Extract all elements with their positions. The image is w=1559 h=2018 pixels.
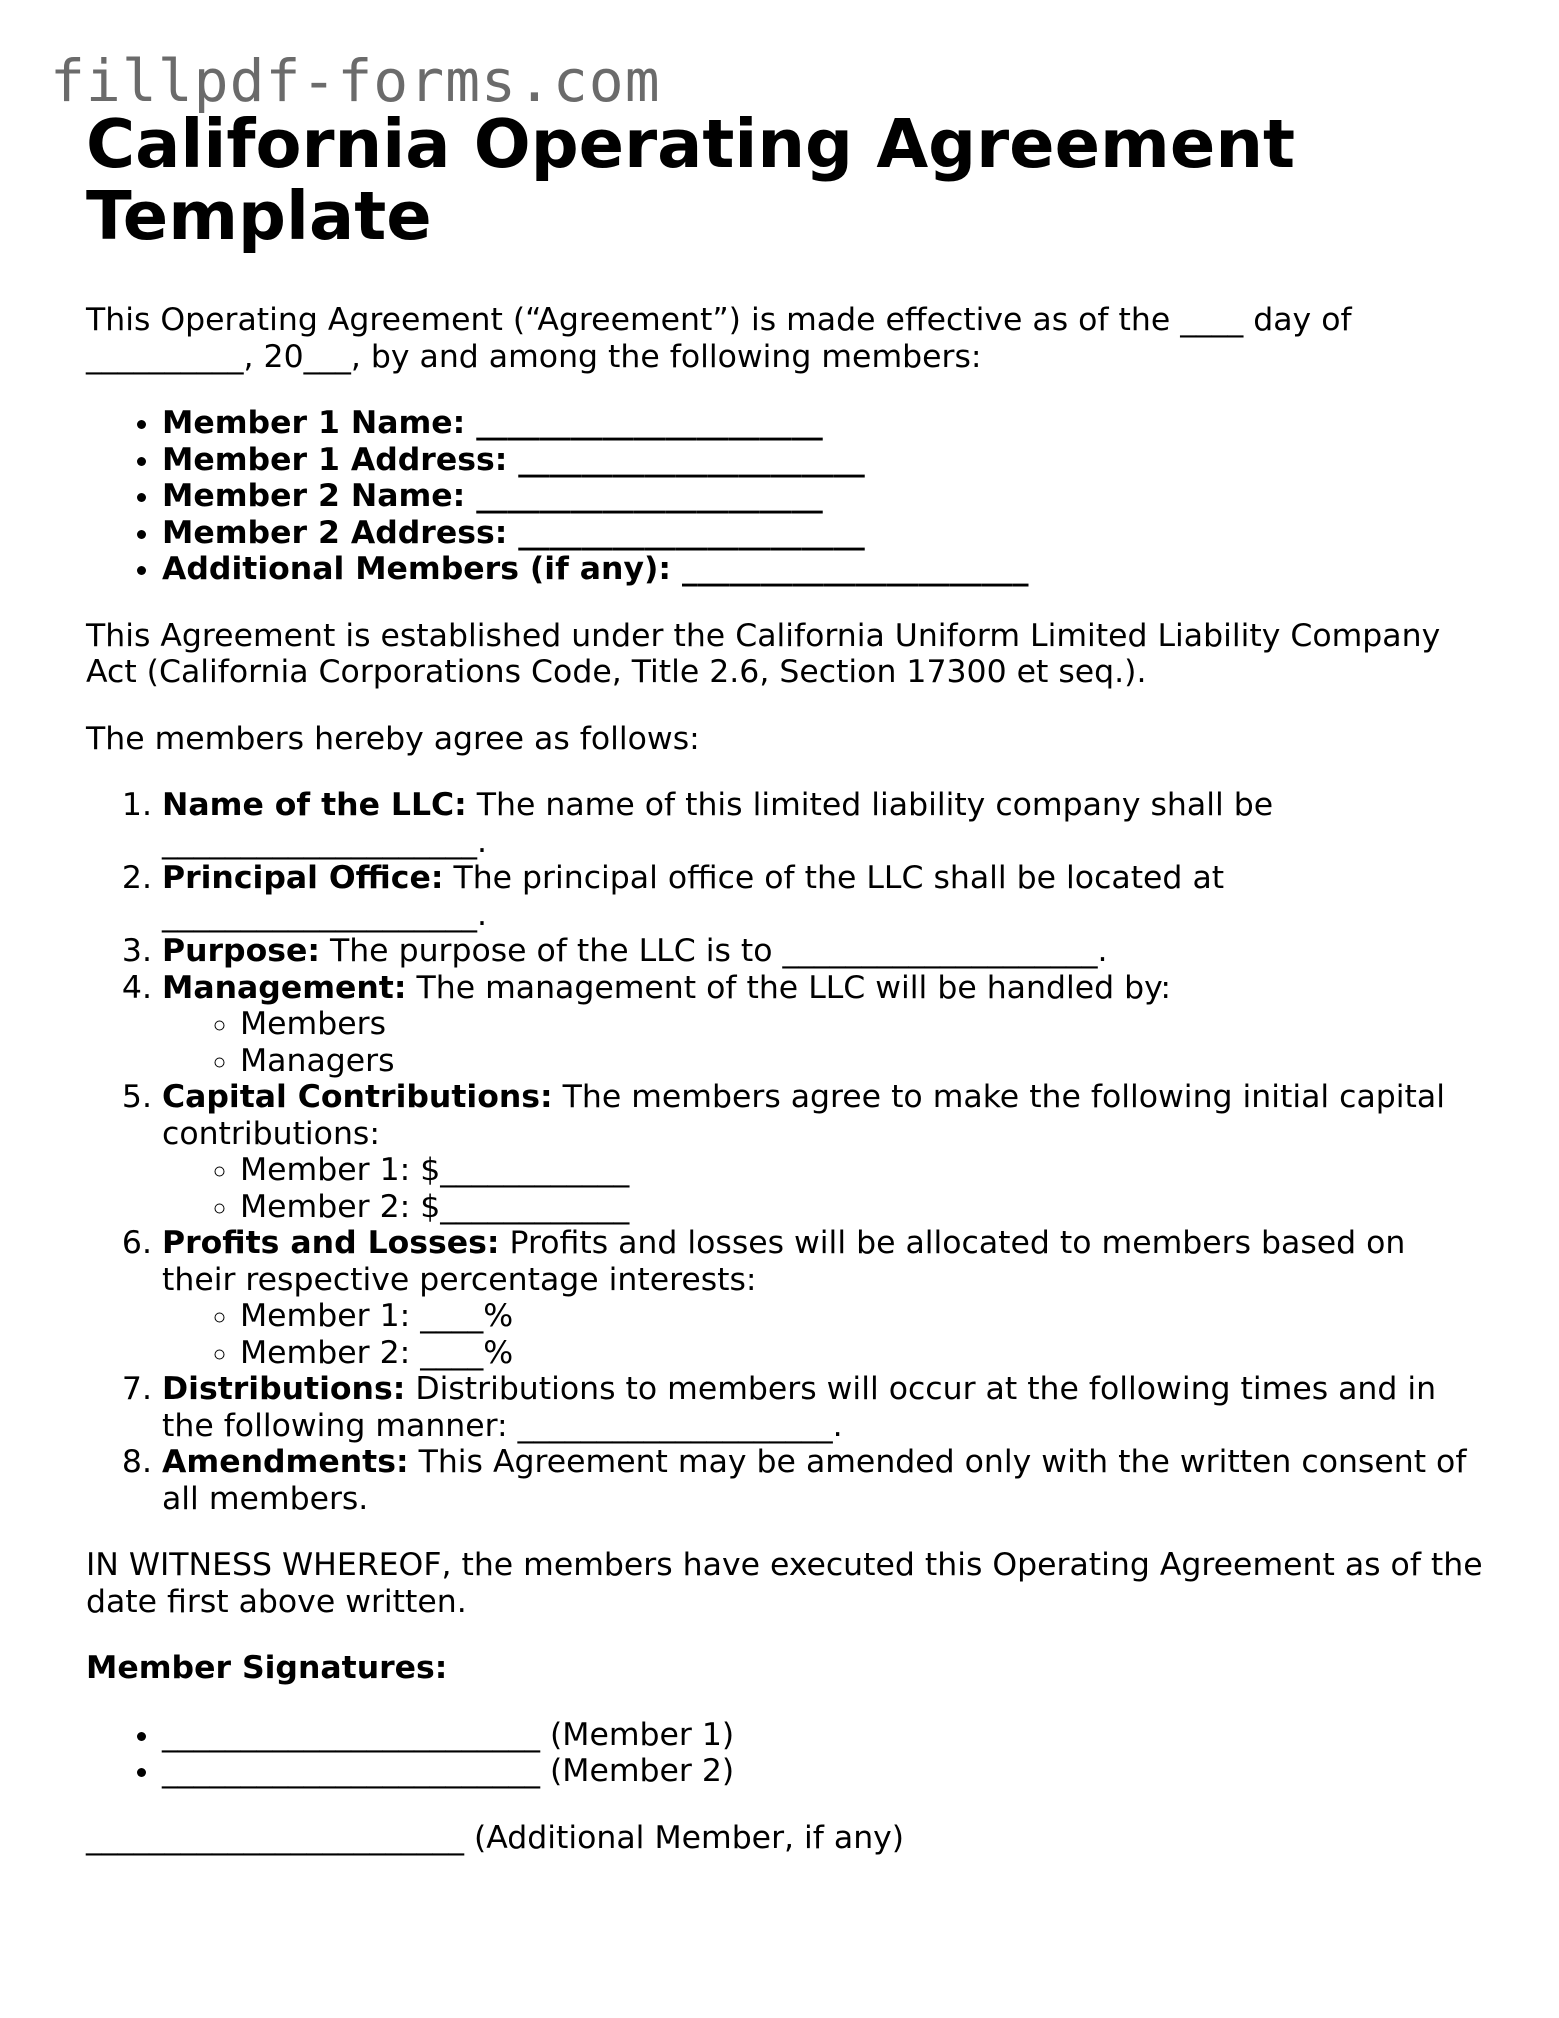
percentage-interests-list: [162, 1298, 1486, 1371]
signature-line[interactable]: ________________________: [162, 1716, 540, 1753]
member-1-address-field[interactable]: • Member 1 Address: ______________________: [162, 442, 1486, 479]
management-options: [162, 1006, 1486, 1079]
percentage-member-1[interactable]: ◦ Member 1: ____%: [240, 1298, 1486, 1335]
member-2-address-field[interactable]: • Member 2 Address: ______________________: [162, 515, 1486, 552]
term-purpose: 3. Purpose: The purpose of the LLC is to ____________________.: [162, 933, 1486, 970]
member-2-name-field[interactable]: • Member 2 Name: ______________________: [162, 478, 1486, 515]
signature-line[interactable]: ________________________: [86, 1819, 464, 1856]
capital-contributions-list: [162, 1152, 1486, 1225]
watermark-text: fillpdf-forms.com: [50, 47, 661, 115]
capital-member-1[interactable]: ◦ Member 1: $____________: [240, 1152, 1486, 1189]
fill-blank[interactable]: ______________________: [476, 405, 823, 441]
document-body: [86, 105, 1486, 1856]
fill-blank[interactable]: ______________________: [681, 551, 1029, 587]
fill-blank[interactable]: ______________________: [518, 441, 865, 478]
page-title: California Operating Agreement Template: [86, 105, 1296, 255]
fill-blank[interactable]: ______________________: [518, 514, 865, 551]
signature-member-1[interactable]: • ________________________ (Member 1): [162, 1717, 1486, 1754]
term-name-of-llc: 1. Name of the LLC: The name of this limited liability company shall be ____________________.: [162, 787, 1486, 860]
witness-paragraph: IN WITNESS WHEREOF, the members have executed this Operating Agreement as of the date first above written.: [86, 1547, 1483, 1620]
member-1-name-field[interactable]: • Member 1 Name: ______________________: [162, 405, 1486, 442]
term-profits-losses: 6. Profits and Losses: Profits and losses will be allocated to members based on their respective percentage interests: ◦ Member 1: ____% ◦ Member 2: ____%: [162, 1225, 1486, 1371]
signature-additional-member[interactable]: ________________________ (Additional Member, if any): [86, 1819, 905, 1856]
intro-paragraph: This Operating Agreement (“Agreement”) is made effective as of the ____ day of __________, 20___, by and among the following members:: [86, 302, 1352, 375]
capital-member-2[interactable]: ◦ Member 2: $____________: [240, 1189, 1486, 1226]
signatures-heading: Member Signatures:: [86, 1650, 448, 1686]
term-amendments: 8. Amendments: This Agreement may be amended only with the written consent of all members.: [162, 1444, 1486, 1517]
option-members[interactable]: ◦ Members: [240, 1006, 1486, 1043]
signature-list: [86, 1717, 1486, 1790]
term-principal-office: 2. Principal Office: The principal office of the LLC shall be located at ____________________.: [162, 860, 1486, 933]
additional-members-field[interactable]: • Additional Members (if any): ______________________: [162, 551, 1486, 588]
signature-line[interactable]: ________________________: [162, 1753, 540, 1789]
term-management: 4. Management: The management of the LLC will be handled by: ◦ Members ◦ Managers: [162, 970, 1486, 1080]
option-managers[interactable]: ◦ Managers: [240, 1043, 1486, 1080]
fill-blank[interactable]: ______________________: [476, 478, 823, 514]
member-list: [86, 405, 1486, 588]
terms-list: [86, 787, 1486, 1517]
signature-member-2[interactable]: • ________________________ (Member 2): [162, 1753, 1486, 1790]
term-capital-contributions: 5. Capital Contributions: The members agree to make the following initial capital contributions: ◦ Member 1: $____________ ◦ Member 2: $____________: [162, 1079, 1486, 1225]
term-distributions: 7. Distributions: Distributions to members will occur at the following times and in the following manner: ____________________.: [162, 1371, 1486, 1444]
percentage-member-2[interactable]: ◦ Member 2: ____%: [240, 1335, 1486, 1372]
act-paragraph: This Agreement is established under the California Uniform Limited Liability Company Act (California Corporations Code, Title 2.6, Section 17300 et seq.).: [86, 617, 1441, 690]
agree-paragraph: The members hereby agree as follows:: [86, 720, 700, 757]
